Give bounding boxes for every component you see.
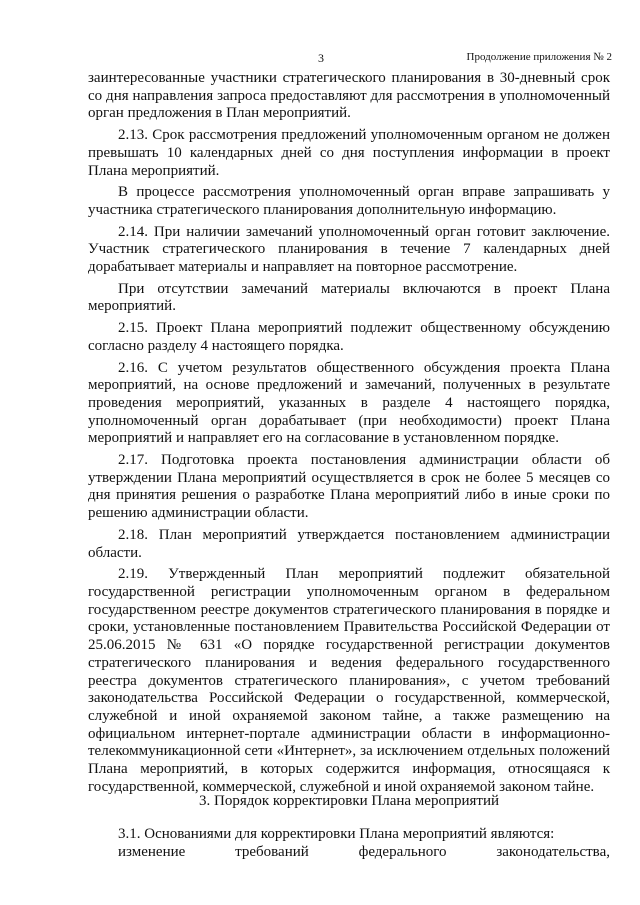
paragraph-continuation: заинтересованные участники стратегического планирования в 30-дневный срок со дня направления запроса предоставляют для рассмотрения в уполномоченный орган предложения в План мероприятий. xyxy=(88,70,610,122)
paragraph-no-remarks: При отсутствии замечаний материалы включаются в проект Плана мероприятий. xyxy=(88,280,610,315)
paragraph-3-1-continuation xyxy=(88,844,610,862)
section-3-body xyxy=(88,826,610,861)
paragraph-2-18: 2.18. План мероприятий утверждается постановлением администрации области. xyxy=(88,526,610,561)
tail-word: законодательства, xyxy=(496,843,610,860)
paragraph-2-16: 2.16. С учетом результатов общественного обсуждения проекта Плана мероприятий, на основе предложений и замечаний, полученных в результате проведения мероприятий, указанных в разделе 4 настоящего порядка, уполномоченный орган дорабатывает (при необходимости) проект Плана мероприятий и направляет его на согласование в установленном порядке. xyxy=(88,359,610,447)
page-number: 3 xyxy=(318,51,324,65)
paragraph-2-17: 2.17. Подготовка проекта постановления администрации области об утверждении Плана мероприятий осуществляется в срок не более 5 месяцев со дня принятия решения о разработке Плана мероприятий либо в иные сроки по решению администрации области. xyxy=(88,452,610,522)
paragraph-2-19: 2.19. Утвержденный План мероприятий подлежит обязательной государственной регистрации уполномоченным органом в федеральном государственном реестре документов стратегического планирования в порядке и сроки, установленные постановлением Правительства Российской Федерации от 25.06.2015 № 631 «О порядке государственной регистрации документов стратегического планирования и ведения федерального государственного реестра документов стратегического планирования», с учетом требований законодательства Российской Федерации о государственной, коммерческой, служебной и иной охраняемой законом тайне, а также размещению на официальном интернет-портале администрации области в информационно-телекоммуникационной сети «Интернет», за исключением отдельных положений Плана мероприятий, в которых содержится информация, относящаяся к государственной, коммерческой, служебной и иной охраняемой законом тайне. xyxy=(88,566,610,795)
paragraph-3-1: 3.1. Основаниями для корректировки Плана мероприятий являются: xyxy=(118,826,555,842)
appendix-continuation-note: Продолжение приложения № 2 xyxy=(466,51,612,63)
tail-word: требований xyxy=(235,843,309,860)
tail-word: изменение xyxy=(118,843,186,860)
paragraph-2-15: 2.15. Проект Плана мероприятий подлежит общественному обсуждению согласно разделу 4 настоящего порядка. xyxy=(88,320,610,354)
paragraph-review-process: В процессе рассмотрения уполномоченный орган вправе запрашивать у участника стратегического планирования дополнительную информацию. xyxy=(88,184,610,218)
paragraph-2-13: 2.13. Срок рассмотрения предложений уполномоченным органом не должен превышать 10 календарных дней со дня поступления информации в проект Плана мероприятий. xyxy=(88,127,610,179)
tail-word: федерального xyxy=(358,843,447,860)
section-title: 3. Порядок корректировки Плана мероприятий xyxy=(198,793,500,809)
document-body xyxy=(88,70,610,800)
paragraph-2-14: 2.14. При наличии замечаний уполномоченный орган готовит заключение. Участник стратегического планирования в течение 7 календарных дней дорабатывает материалы и направляет на повторное рассмотрение. xyxy=(88,223,610,276)
